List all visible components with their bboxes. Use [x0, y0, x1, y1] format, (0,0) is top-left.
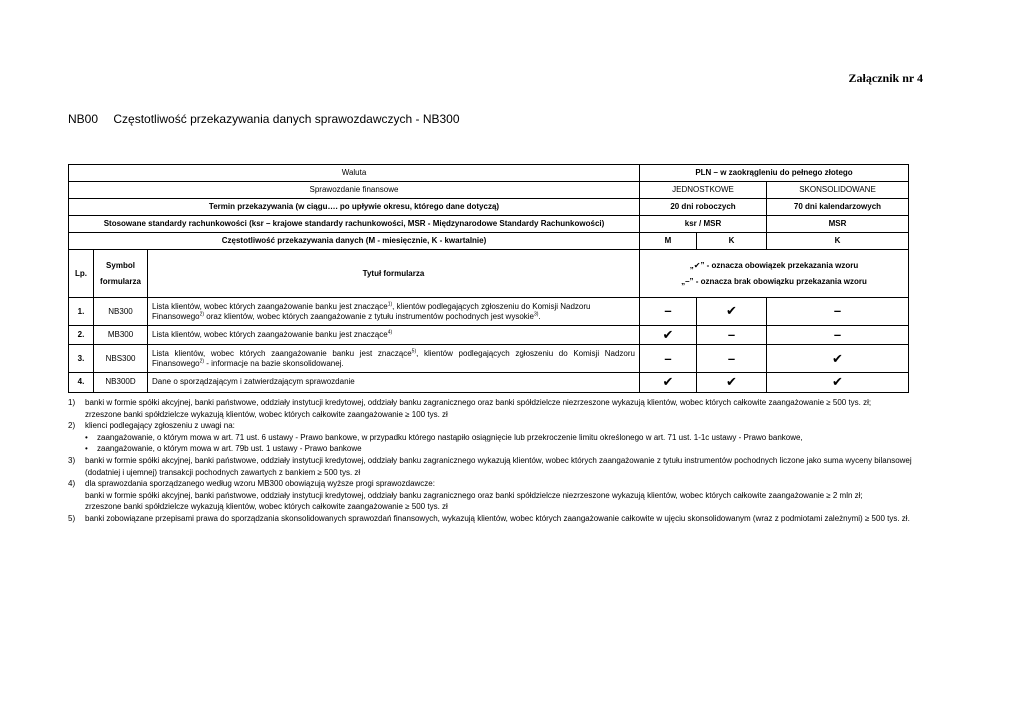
- row-lp: 3.: [69, 345, 94, 373]
- standards-label: Stosowane standardy rachunkowości (ksr – krajowe standardy rachunkowości, MSR - Międzynarodowe Standardy Rachunkowości): [69, 216, 640, 233]
- deadline-label: Termin przekazywania (w ciągu…. po upływie okresu, którego dane dotyczą): [69, 199, 640, 216]
- row-symbol: NB300D: [94, 373, 148, 392]
- legend-cell: [640, 250, 909, 298]
- row-lp: 1.: [69, 298, 94, 326]
- consolidated-header: SKONSOLIDOWANE: [767, 182, 909, 199]
- mark-standalone-m: ✔: [640, 326, 697, 345]
- currency-row: [69, 165, 909, 182]
- mark-consolidated-k: –: [767, 326, 909, 345]
- mark-standalone-k: ✔: [697, 373, 767, 392]
- title-text: Częstotliwość przekazywania danych sprawozdawczych - NB300: [113, 112, 460, 126]
- freq-k-consolidated: K: [767, 233, 909, 250]
- footnote-2-bullet: • zaangażowanie, o którym mowa w art. 79b ust. 1 ustawy - Prawo bankowe: [85, 444, 362, 454]
- row-title: Lista klientów, wobec których zaangażowanie banku jest znaczące$^{5)}$, klientów podlegających zgłoszeniu do Komisji Nadzoru Finansowego$^{2)}$ - informacje na bazie skonsolidowanej.: [148, 345, 640, 373]
- row-symbol: NBS300: [94, 345, 148, 373]
- row-lp: 4.: [69, 373, 94, 392]
- freq-m: M: [640, 233, 697, 250]
- footnote-1: 1) banki w formie spółki akcyjnej, banki państwowe, oddziały instytucji kredytowej, oddziały banku zagranicznego oraz banki spółdzielcze niezrzeszone wykazują klientów, wobec których całkowite zaangażowanie ≥ 500 tys. zł;: [68, 398, 872, 407]
- row-title: Dane o sporządzającym i zatwierdzającym sprawozdanie: [148, 373, 640, 392]
- currency-label: Waluta: [69, 165, 640, 182]
- row-symbol: MB300: [94, 326, 148, 345]
- mark-standalone-k: ✔: [697, 298, 767, 326]
- freq-k-standalone: K: [697, 233, 767, 250]
- mark-standalone-k: –: [697, 326, 767, 345]
- bullet-icon: •: [85, 444, 88, 454]
- footnote-1-b: zrzeszone banki spółdzielcze wykazują klientów, wobec których całkowite zaangażowanie ≥ 100 tys. zł: [85, 409, 448, 419]
- col-form-title: Tytuł formularza: [148, 250, 640, 298]
- row-lp: 2.: [69, 326, 94, 345]
- footnote-4: 4) dla sprawozdania sporządzanego według wzoru MB300 obowiązują wyższe progi sprawozdawcze:: [68, 479, 435, 489]
- deadline-consolidated: 70 dni kalendarzowych: [767, 199, 909, 216]
- mark-standalone-m: –: [640, 298, 697, 326]
- table-row: [69, 298, 909, 326]
- column-header-row: [69, 250, 909, 298]
- mark-standalone-m: ✔: [640, 373, 697, 392]
- footnote-5: 5) banki zobowiązane przepisami prawa do sporządzania skonsolidowanych sprawozdań finansowych, wykazują klientów, wobec których zaangażowanie całkowite w ujęciu skonsolidowanym (wraz z podmiotami zależnymi) ≥ 500 tys. zł.: [68, 513, 910, 523]
- standards-row: [69, 216, 909, 233]
- legend-dash: „–” - oznacza brak obowiązku przekazania wzoru: [681, 276, 867, 286]
- frequency-label: Częstotliwość przekazywania danych (M - miesięcznie, K - kwartalnie): [69, 233, 640, 250]
- page-title: [68, 112, 460, 126]
- mark-consolidated-k: –: [767, 298, 909, 326]
- deadline-row: [69, 199, 909, 216]
- frequency-row: [69, 233, 909, 250]
- footnote-4-c: zrzeszone banki spółdzielcze wykazują klientów, wobec których całkowite zaangażowanie ≥ 500 tys. zł: [85, 502, 448, 512]
- frequency-table: [68, 164, 909, 393]
- mark-consolidated-k: ✔: [767, 373, 909, 392]
- row-title: Lista klientów, wobec których zaangażowanie banku jest znaczące$^{4)}$: [148, 326, 640, 345]
- legend-check: „✔” - oznacza obowiązek przekazania wzoru: [689, 260, 859, 270]
- footnote-2: 2) klienci podlegający zgłoszeniu z uwagi na:: [68, 421, 235, 431]
- mark-standalone-k: –: [697, 345, 767, 373]
- mark-consolidated-k: ✔: [767, 345, 909, 373]
- row-symbol: NB300: [94, 298, 148, 326]
- title-code: NB00: [68, 112, 99, 126]
- table-row: [69, 326, 909, 345]
- footnote-4-b: banki w formie spółki akcyjnej, banki państwowe, oddziały instytucji kredytowej, oddziały banku zagranicznego oraz banki spółdzielcze niezrzeszone wykazują klientów, wobec których całkowite zaangażowanie ≥ 2 mln zł;: [85, 490, 863, 500]
- currency-value: PLN – w zaokrągleniu do pełnego złotego: [640, 165, 909, 182]
- footnote-3: 3) banki w formie spółki akcyjnej, banki państwowe, oddziały instytucji kredytowej, oddziały banku zagranicznego wykazują klientów, wobec których zaangażowanie z tytułu instrumentów pochodnych liczone jako suma wyceny bilansowej (dodatniej i ujemnej) transakcji pochodnych zawartych z bankiem ≥ 500 tys. zł: [68, 455, 912, 477]
- fin-report-label: Sprawozdanie finansowe: [69, 182, 640, 199]
- col-lp: Lp.: [69, 250, 94, 298]
- fin-report-row: [69, 182, 909, 199]
- standalone-header: JEDNOSTKOWE: [640, 182, 767, 199]
- col-symbol: Symbol formularza: [94, 250, 148, 298]
- table-row: [69, 373, 909, 392]
- row-title: Lista klientów, wobec których zaangażowanie banku jest znaczące$^{1)}$, klientów podlegających zgłoszeniu do Komisji Nadzoru Finansowego$^{2)}$ oraz klientów, wobec których zaangażowanie z tytułu instrumentów pochodnych jest wysokie$^{3)}$.: [148, 298, 640, 326]
- annex-label: Załącznik nr 4: [848, 71, 923, 85]
- table-row: [69, 345, 909, 373]
- standards-standalone: ksr / MSR: [640, 216, 767, 233]
- standards-consolidated: MSR: [767, 216, 909, 233]
- footnote-2-bullet: • zaangażowanie, o którym mowa w art. 71 ust. 6 ustawy - Prawo bankowe, w przypadku którego nastąpiło osiągnięcie lub przekroczenie limitu określonego w art. 71 ust. 1-1c ustawy - Prawo bankowe,: [85, 432, 803, 442]
- footnotes: [68, 397, 918, 525]
- deadline-standalone: 20 dni roboczych: [640, 199, 767, 216]
- bullet-icon: •: [85, 432, 88, 442]
- mark-standalone-m: –: [640, 345, 697, 373]
